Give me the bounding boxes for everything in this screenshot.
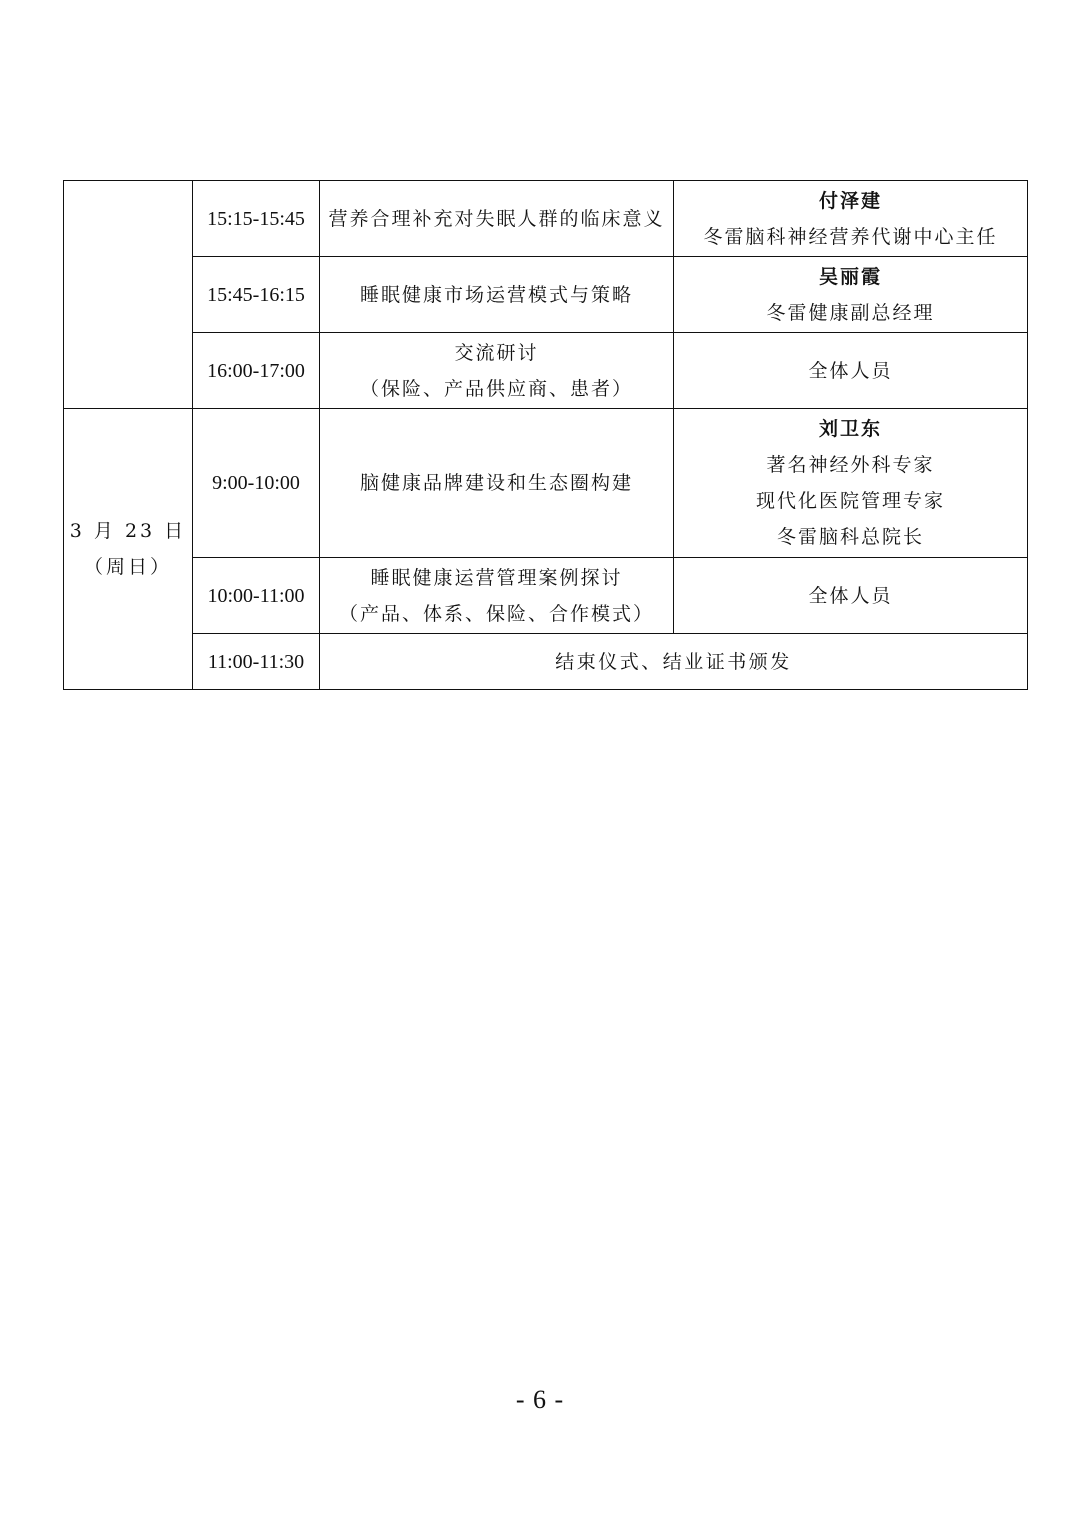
table-row [64, 257, 1028, 333]
time-cell: 10:00-11:00 [193, 558, 320, 634]
speaker-name: 刘卫东 [818, 418, 882, 440]
topic-line: 脑健康品牌建设和生态圈构建 [359, 472, 633, 494]
time-cell: 15:15-15:45 [193, 181, 320, 257]
time-cell: 11:00-11:30 [193, 634, 320, 690]
table-row [64, 558, 1028, 634]
speaker-cell [674, 257, 1028, 333]
date-cell-empty [64, 181, 193, 409]
closing-topic-cell [320, 634, 1028, 690]
schedule-table [63, 180, 1028, 690]
speaker-title: 冬雷健康副总经理 [766, 301, 935, 324]
date-cell [64, 409, 193, 690]
table-row [64, 409, 1028, 558]
speaker-cell [674, 181, 1028, 257]
topic-line: 结束仪式、结业证书颁发 [555, 650, 792, 673]
speaker-title: 全体人员 [808, 359, 893, 382]
topic-line: 睡眠健康市场运营模式与策略 [359, 283, 633, 306]
table-row [64, 181, 1028, 257]
speaker-title: 现代化医院管理专家 [755, 490, 945, 512]
topic-cell [320, 333, 674, 409]
speaker-cell [674, 558, 1028, 634]
table-row [64, 634, 1028, 690]
speaker-title: 全体人员 [808, 584, 893, 607]
speaker-title: 冬雷脑科神经营养代谢中心主任 [703, 225, 998, 248]
topic-cell [320, 257, 674, 333]
topic-line: （产品、体系、保险、合作模式） [338, 602, 654, 625]
topic-cell [320, 558, 674, 634]
topic-line: 营养合理补充对失眠人群的临床意义 [328, 207, 665, 230]
speaker-name: 付泽建 [818, 189, 882, 212]
speaker-cell [674, 333, 1028, 409]
speaker-title: 冬雷脑科总院长 [776, 526, 924, 548]
weekday-label: （周日） [83, 556, 172, 578]
speaker-cell [674, 409, 1028, 558]
time-cell: 15:45-16:15 [193, 257, 320, 333]
speaker-title: 著名神经外科专家 [766, 454, 935, 476]
time-cell: 9:00-10:00 [193, 409, 320, 558]
date-label: 3 月 23 日 [69, 520, 187, 542]
table-row [64, 333, 1028, 409]
topic-cell [320, 181, 674, 257]
topic-line: 睡眠健康运营管理案例探讨 [370, 566, 623, 589]
time-cell: 16:00-17:00 [193, 333, 320, 409]
topic-line: （保险、产品供应商、患者） [359, 377, 633, 400]
page-number: - 6 - [515, 1385, 565, 1414]
speaker-name: 吴丽霞 [818, 265, 882, 288]
topic-line: 交流研讨 [454, 341, 539, 364]
topic-cell [320, 409, 674, 558]
